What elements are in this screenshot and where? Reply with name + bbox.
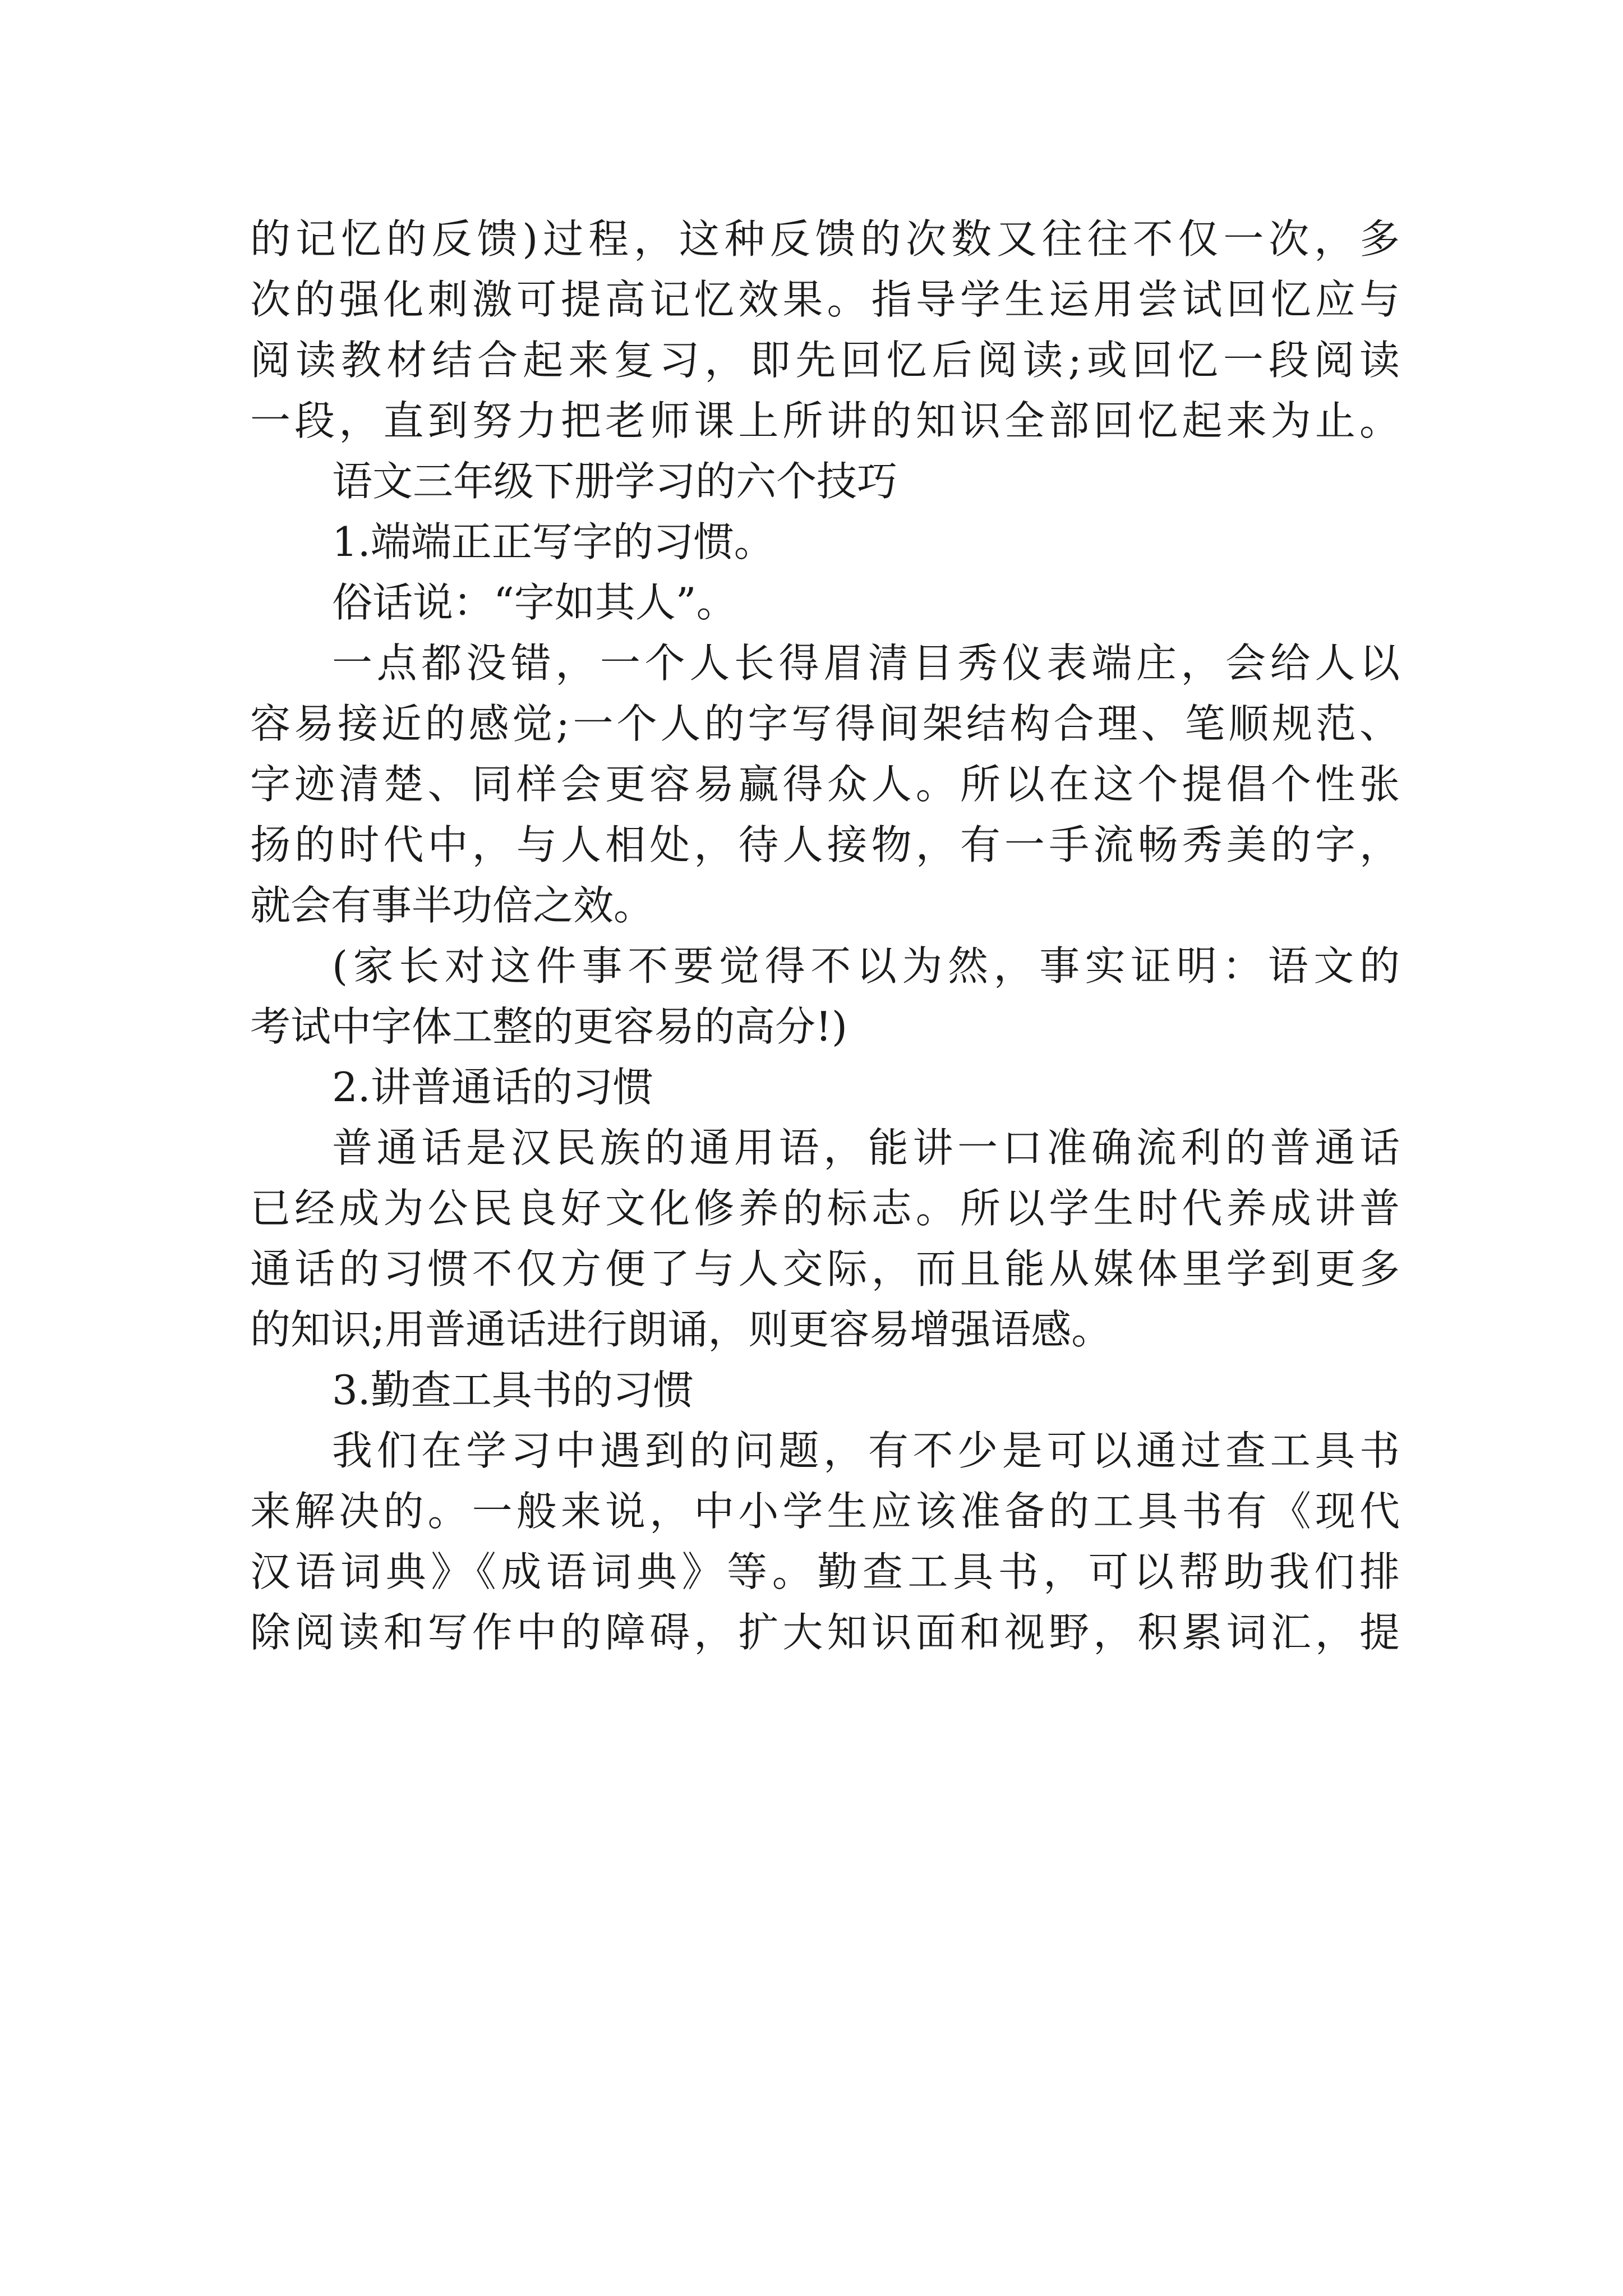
text-line: 的记忆的反馈)过程，这种反馈的次数又往往不仅一次，多 (250, 215, 1400, 263)
text-line: 汉语词典》《成语词典》等。勤查工具书，可以帮助我们排 (250, 1548, 1400, 1595)
text-line: 考试中字体工整的更容易的高分!) (250, 1003, 848, 1050)
document-body (250, 209, 1400, 1663)
text-line: (家长对这件事不要觉得不以为然，事实证明：语文的 (332, 942, 1400, 990)
text-line: 通话的习惯不仅方便了与人交际，而且能从媒体里学到更多 (250, 1245, 1400, 1292)
text-line: 除阅读和写作中的障碍，扩大知识面和视野，积累词汇，提 (250, 1609, 1400, 1656)
text-line: 3.勤查工具书的习惯 (332, 1366, 694, 1414)
text-line: 阅读教材结合起来复习，即先回忆后阅读;或回忆一段阅读 (250, 337, 1400, 384)
text-line: 已经成为公民良好文化修养的标志。所以学生时代养成讲普 (250, 1185, 1400, 1232)
text-line: 的知识;用普通话进行朗诵，则更容易增强语感。 (250, 1306, 1112, 1353)
text-line: 就会有事半功倍之效。 (250, 882, 654, 929)
text-line: 扬的时代中，与人相处，待人接物，有一手流畅秀美的字， (250, 821, 1400, 868)
text-line: 1.端端正正写字的习惯。 (332, 518, 774, 565)
text-line: 普通话是汉民族的通用语，能讲一口准确流利的普通话 (332, 1124, 1400, 1171)
text-line: 来解决的。一般来说，中小学生应该准备的工具书有《现代 (250, 1488, 1400, 1535)
text-line: 我们在学习中遇到的问题，有不少是可以通过查工具书 (332, 1427, 1400, 1474)
text-line: 字迹清楚、同样会更容易赢得众人。所以在这个提倡个性张 (250, 761, 1400, 808)
text-line: 俗话说：“字如其人”。 (332, 579, 737, 626)
text-line: 容易接近的感觉;一个人的字写得间架结构合理、笔顺规范、 (250, 700, 1400, 747)
text-line: 2.讲普通话的习惯 (332, 1064, 653, 1111)
text-line: 一点都没错，一个人长得眉清目秀仪表端庄，会给人以 (332, 639, 1400, 687)
text-line: 一段，直到努力把老师课上所讲的知识全部回忆起来为止。 (250, 397, 1400, 444)
text-line: 语文三年级下册学习的六个技巧 (332, 458, 898, 505)
text-line: 次的强化刺激可提高记忆效果。指导学生运用尝试回忆应与 (250, 276, 1400, 323)
